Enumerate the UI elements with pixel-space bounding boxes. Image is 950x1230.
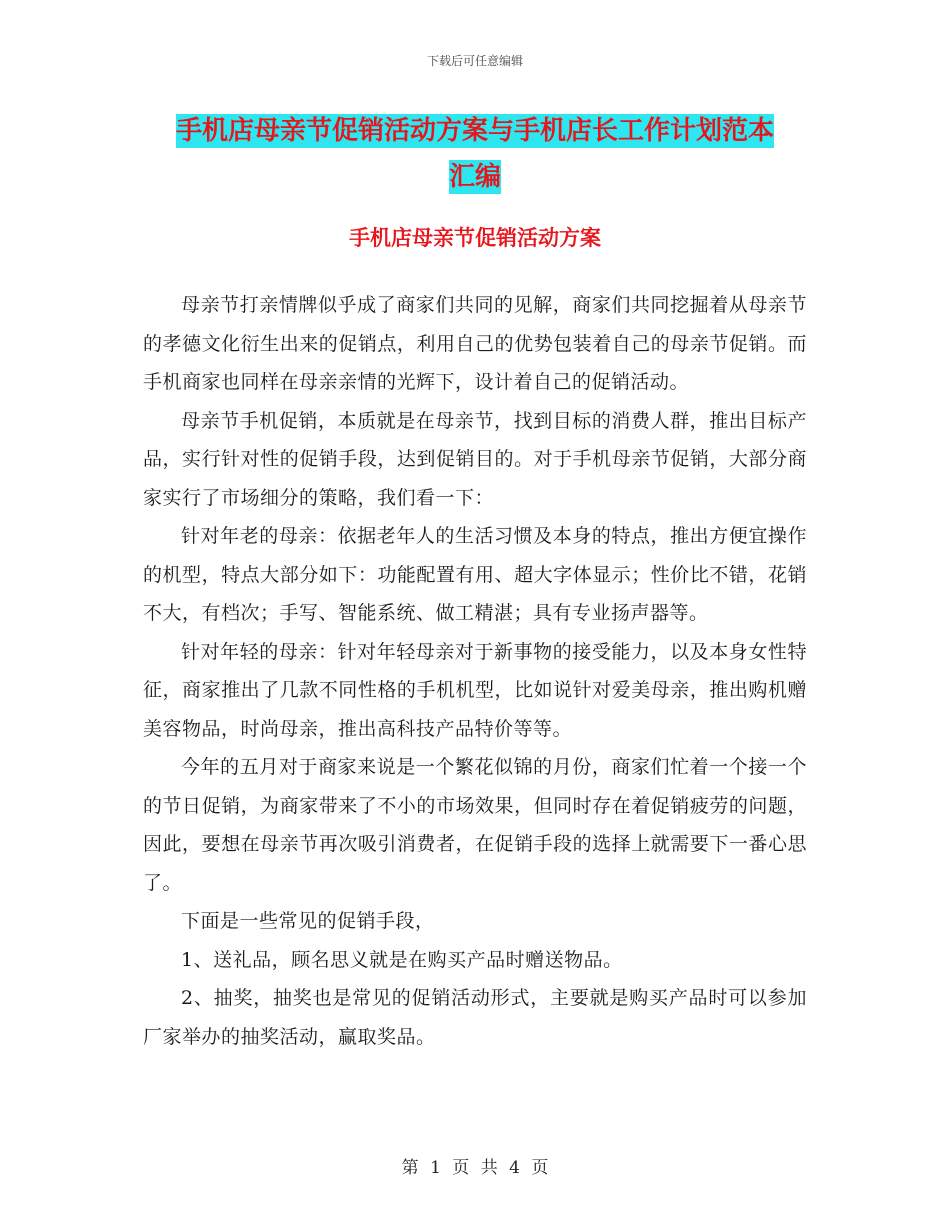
page-number: 第 1 页 共 4 页: [401, 1158, 549, 1178]
list-item: 2、抽奖，抽奖也是常见的促销活动形式，主要就是购买产品时可以参加厂家举办的抽奖活动，赢取奖品。: [143, 987, 807, 1048]
header-note: 下载后可任意编辑: [426, 54, 523, 68]
paragraph: 母亲节手机促销，本质就是在母亲节，找到目标的消费人群，推出目标产品，实行针对性的促销手段，达到促销目的。对于手机母亲节促销，大部分商家实行了市场细分的策略，我们看一下：: [143, 409, 807, 509]
paragraph: 今年的五月对于商家来说是一个繁花似锦的月份，商家们忙着一个接一个的节日促销，为商家带来了不小的市场效果，但同时存在着促销疲劳的问题，因此，要想在母亲节再次吸引消费者，在促销手段的选择上就需要下一番心思了。: [143, 756, 807, 894]
paragraph: 母亲节打亲情牌似乎成了商家们共同的见解，商家们共同挖掘着从母亲节的孝德文化衍生出来的促销点，利用自己的优势包装着自己的母亲节促销。而手机商家也同样在母亲亲情的光辉下，设计着自己的促销活动。: [143, 294, 807, 393]
document-title: [140, 108, 810, 200]
paragraph: 针对年轻的母亲：针对年轻母亲对于新事物的接受能力，以及本身女性特征，商家推出了几款不同性格的手机机型，比如说针对爱美母亲，推出购机赠美容物品，时尚母亲，推出高科技产品特价等等。: [143, 640, 807, 740]
document-title-line1: 手机店母亲节促销活动方案与手机店长工作计划范本: [175, 116, 774, 146]
section-title: 手机店母亲节促销活动方案: [349, 226, 601, 250]
document-body: [143, 286, 807, 1056]
paragraph: 针对年老的母亲：依据老年人的生活习惯及本身的特点，推出方便宜操作的机型，特点大部分如下：功能配置有用、超大字体显示；性价比不错，花销不大，有档次；手写、智能系统、做工精湛；具有专业扬声器等。: [143, 525, 807, 624]
list-item: 1、送礼品，顾名思义就是在购买产品时赠送物品。: [181, 948, 623, 971]
document-title-line2: 汇编: [448, 162, 501, 192]
paragraph: 下面是一些常见的促销手段，: [181, 910, 435, 932]
